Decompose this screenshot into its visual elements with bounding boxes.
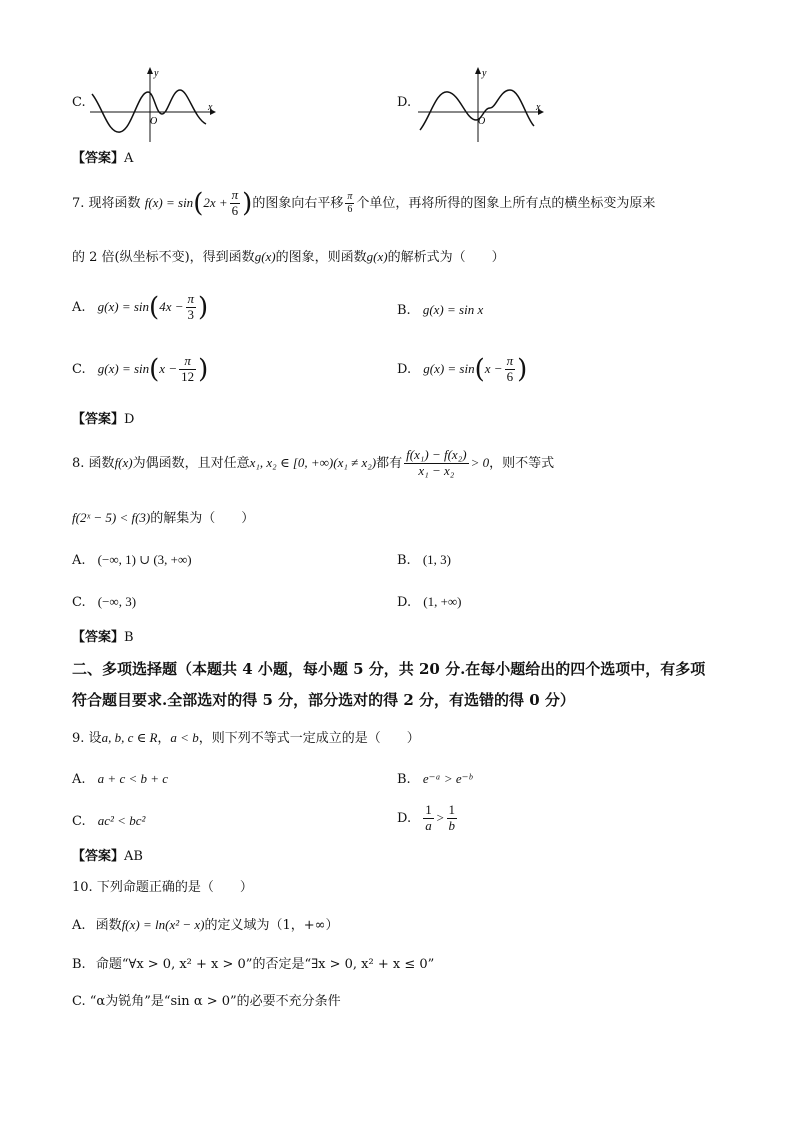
- answer-value: B: [124, 630, 134, 645]
- stem-text: 的解集为（ ）: [150, 511, 255, 526]
- q7-answer: [72, 413, 134, 426]
- question-number: 9.: [72, 731, 85, 746]
- option-label: C.: [72, 814, 86, 829]
- option-text: “α为锐角”是“sin α > 0”的必要不充分条件: [89, 994, 341, 1009]
- q6-option-c-label: C.: [72, 95, 86, 110]
- function-expr: g(x): [254, 249, 276, 264]
- option-expr: (1, 3): [422, 552, 451, 567]
- function-expr: f(x): [114, 454, 133, 470]
- q8-option-c: [72, 595, 136, 609]
- option-expr: g(x) = sin: [97, 298, 150, 314]
- option-label: B.: [397, 553, 411, 568]
- option-label: C.: [72, 994, 86, 1009]
- option-label: D.: [397, 810, 412, 826]
- stem-text: 函数: [88, 455, 115, 471]
- condition-expr: x₁, x₂ ∈ [0, +∞): [249, 454, 334, 470]
- q10-option-b: [72, 958, 434, 971]
- option-label: D.: [397, 361, 412, 377]
- slope-fraction: $\frac{\text{f(x₁) − f(x₂)}}{\text{x₁ − x₂}}$: [406, 447, 467, 478]
- stem-text: 的 2 倍(纵坐标不变)，得到函数: [72, 250, 255, 265]
- question-number: 8.: [72, 455, 85, 471]
- y-axis-arrow: [147, 67, 153, 74]
- answer-value: D: [124, 412, 135, 427]
- option-label: A.: [72, 772, 86, 787]
- option-label: B.: [397, 303, 411, 318]
- option-expr: (−∞, 3): [97, 594, 137, 609]
- function-expr: g(x): [366, 249, 388, 264]
- question-number: 10.: [72, 880, 93, 895]
- q9-option-b: [397, 772, 472, 786]
- option-label: A.: [72, 299, 86, 315]
- y-axis-label: y: [154, 68, 159, 79]
- stem-text: 为偶函数，且对任意: [132, 455, 250, 471]
- origin-label: O: [478, 116, 486, 127]
- curve: [92, 90, 206, 132]
- q8-answer: [72, 631, 134, 644]
- q8-stem-line2: [72, 511, 254, 525]
- option-label: B.: [397, 772, 411, 787]
- answer-label: 【答案】: [72, 151, 125, 166]
- condition-expr: (x₁ ≠ x₂): [333, 454, 377, 470]
- option-expr: (1, +∞): [423, 594, 462, 609]
- answer-value: AB: [124, 849, 143, 864]
- q9-answer: [72, 850, 143, 863]
- inequality-expr: f(2ˣ − 5) < f(3): [72, 510, 151, 525]
- inner-expr: 2x +: [203, 194, 228, 210]
- option-label: B.: [72, 957, 86, 972]
- q7-stem-line2: [72, 250, 505, 264]
- q9-option-a: [72, 772, 168, 786]
- x-axis-label: x: [208, 102, 213, 113]
- q9-stem: 9. 设a, b, c ∈ R，a < b，则下列不等式一定成立的是（ ）: [72, 730, 420, 746]
- stem-text: 都有: [376, 455, 403, 471]
- q8-option-d: [397, 595, 462, 609]
- q7-stem-line1: 7. 现将函数 f(x) = sin(2x + $\frac{\pi}{6}$ )的图象向右平移 $\frac{\pi}{6}$ 个单位，再将所得的图象上所有点的横坐标变为原来: [72, 187, 656, 219]
- option-expr: f(x) = ln(x² − x): [121, 917, 205, 932]
- q7-option-a: A. g(x) = sin(4x − $\frac{\pi}{3}$ ): [72, 291, 209, 323]
- condition-expr: a < b: [170, 730, 199, 745]
- stem-text: ，则下列不等式一定成立的是（ ）: [198, 731, 420, 746]
- option-expr: g(x) = sin: [423, 360, 475, 376]
- option-expr: g(x) = sin x: [422, 302, 484, 317]
- stem-text: 现将函数: [88, 195, 141, 211]
- condition-expr: a, b, c ∈ R: [101, 730, 158, 745]
- option-expr: a + c < b + c: [97, 771, 169, 786]
- stem-text: 的图象，则函数: [275, 250, 367, 265]
- stem-text: 的解析式为（ ）: [387, 250, 505, 265]
- y-axis-arrow: [475, 67, 481, 74]
- curve: [420, 90, 534, 130]
- answer-label: 【答案】: [72, 849, 125, 864]
- q9-option-c: [72, 814, 145, 828]
- q6-option-d-graph: [416, 62, 546, 144]
- section-heading-line2: 符合题目要求.全部选对的得 5 分，部分选对的得 2 分，有选错的得 0 分）: [72, 691, 575, 709]
- option-label: A.: [72, 553, 86, 568]
- x-axis-label: x: [536, 102, 541, 113]
- q6-option-c-graph: [88, 62, 218, 144]
- q8-stem-line1: 8. 函数f(x)为偶函数，且对任意x₁, x₂ ∈ [0, +∞)(x₁ ≠ x₂)都有 $\frac{\text{f(x₁) − f(x₂)}}{\text{x₁ − x₂}}$ > 0，则不等式: [72, 447, 555, 478]
- q10-option-a: A. 函数f(x) = ln(x² − x)的定义域为（1，+∞）: [72, 917, 339, 933]
- q8-option-a: [72, 553, 192, 567]
- section-heading-line1: 二、多项选择题（本题共 4 小题，每小题 5 分，共 20 分.在每小题给出的四个选项中，有多项: [72, 660, 706, 678]
- stem-text: 个单位，再将所得的图象上所有点的横坐标变为原来: [356, 195, 656, 211]
- shift-fraction: $\frac{\pi}{6}$: [347, 191, 353, 215]
- option-label: C.: [72, 361, 86, 377]
- option-expr: (−∞, 1) ∪ (3, +∞): [97, 552, 192, 567]
- option-expr: g(x) = sin: [97, 360, 150, 376]
- q7-option-d: D. g(x) = sin(x − $\frac{\pi}{6}$ ): [397, 353, 528, 385]
- q8-option-b: [397, 553, 451, 567]
- option-expr: ac² < bc²: [97, 813, 146, 828]
- origin-label: O: [150, 116, 158, 127]
- option-label: D.: [397, 595, 412, 610]
- q9-option-d: D. $\frac{1}{a}$ > $\frac{1}{b}$: [397, 802, 456, 833]
- q10-option-c: [72, 995, 341, 1008]
- function-expr: f(x) = sin: [144, 194, 194, 210]
- stem-text: ，则不等式: [489, 455, 555, 471]
- option-label: C.: [72, 595, 86, 610]
- answer-label: 【答案】: [72, 630, 125, 645]
- q6-answer: [72, 152, 133, 165]
- answer-value: A: [124, 151, 134, 166]
- fraction: $\frac{\pi}{6}$: [231, 187, 239, 218]
- q6-option-d-label: D.: [397, 95, 412, 110]
- answer-label: 【答案】: [72, 412, 125, 427]
- question-number: 7.: [72, 195, 85, 211]
- option-label: A.: [72, 918, 86, 933]
- y-axis-label: y: [482, 68, 487, 79]
- option-text: 命题“∀x > 0, x² + x > 0”的否定是“∃x > 0, x² + x ≤ 0”: [95, 957, 435, 972]
- stem-text: 的图象向右平移: [252, 195, 344, 211]
- stem-text: 设: [88, 731, 102, 746]
- q7-option-c: C. g(x) = sin(x − $\frac{\pi}{12}$ ): [72, 353, 209, 385]
- q10-stem: [72, 881, 253, 894]
- q7-option-b: [397, 303, 483, 317]
- stem-text: 下列命题正确的是（ ）: [96, 880, 253, 895]
- option-expr: e⁻ᵃ > e⁻ᵇ: [422, 771, 473, 786]
